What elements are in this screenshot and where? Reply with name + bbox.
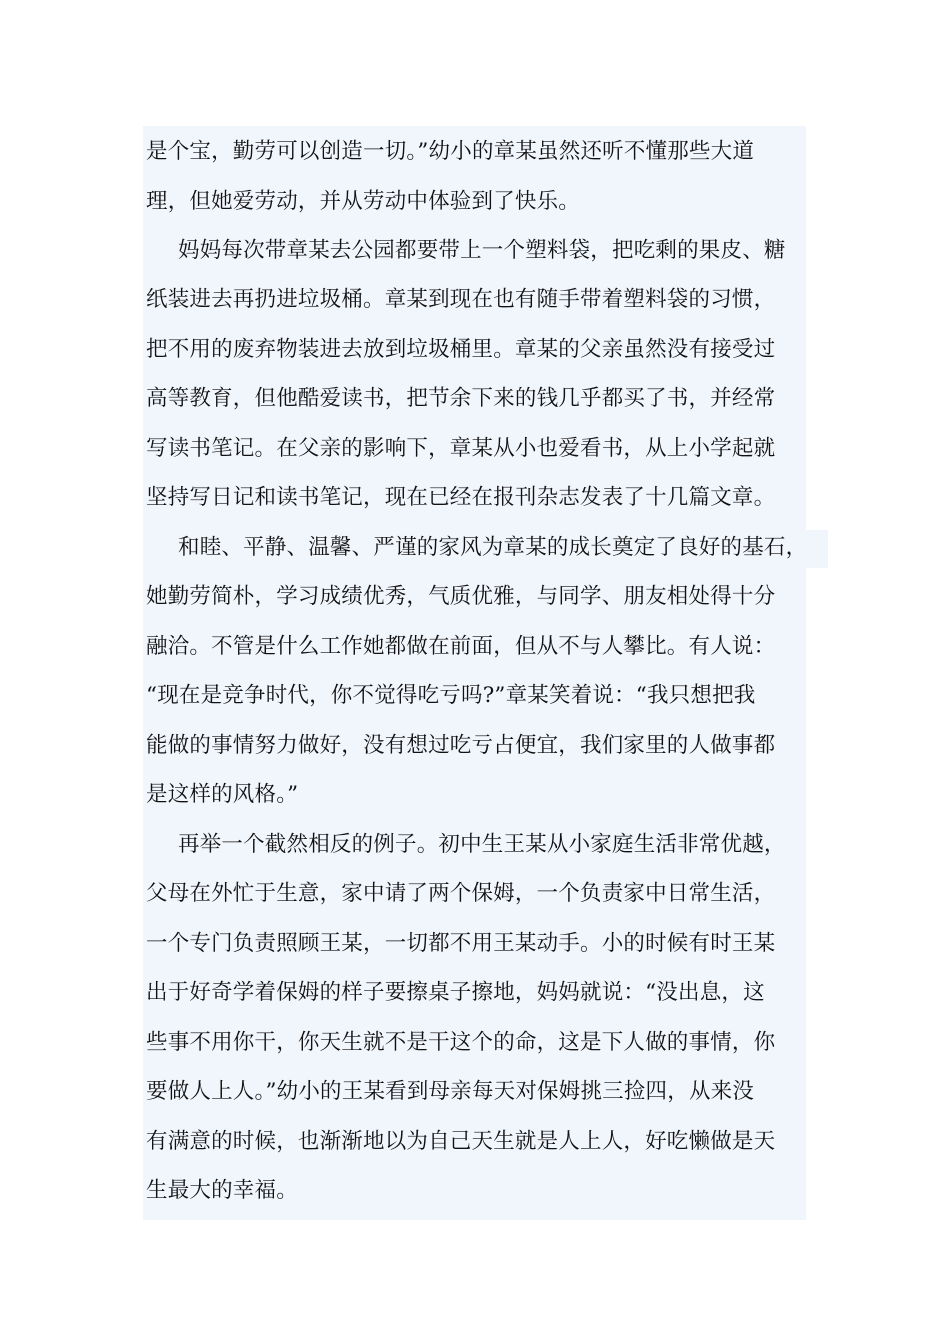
text-line: 把不用的废弃物装进去放到垃圾桶里。章某的父亲虽然没有接受过 [146,337,776,362]
text-line: 写读书笔记。在父亲的影响下，章某从小也爱看书，从上小学起就 [146,436,776,461]
text-line: 理，但她爱劳动，并从劳动中体验到了快乐。 [146,189,581,214]
text-line: 能做的事情努力做好，没有想过吃亏占便宜，我们家里的人做事都 [146,733,776,758]
text-line: 融洽。不管是什么工作她都做在前面，但从不与人攀比。有人说： [146,634,776,659]
text-line: 父母在外忙于生意，家中请了两个保姆，一个负责家中日常生活， [146,881,776,906]
text-line: 要做人上人。”幼小的王某看到母亲每天对保姆挑三捡四，从来没 [146,1079,755,1104]
text-line: 坚持写日记和读书笔记，现在已经在报刊杂志发表了十几篇文章。 [146,485,776,510]
text-line: 纸装进去再扔进垃圾桶。章某到现在也有随手带着塑料袋的习惯， [146,287,776,312]
text-line: 再举一个截然相反的例子。初中生王某从小家庭生活非常优越， [178,832,786,857]
text-line: 是个宝，勤劳可以创造一切。”幼小的章某虽然还听不懂那些大道 [146,139,755,164]
text-line: 有满意的时候，也渐渐地以为自己天生就是人上人，好吃懒做是天 [146,1129,776,1154]
text-line: 一个专门负责照顾王某，一切都不用王某动手。小的时候有时王某 [146,931,776,956]
text-line: “现在是竞争时代，你不觉得吃亏吗?”章某笑着说：“我只想把我 [146,683,756,708]
text-line: 生最大的幸福。 [146,1178,298,1203]
text-line: 些事不用你干，你天生就不是干这个的命，这是下人做的事情，你 [146,1030,776,1055]
text-line: 是这样的风格。” [146,782,299,807]
text-line: 高等教育，但他酷爱读书，把节余下来的钱几乎都买了书，并经常 [146,386,776,411]
text-line: 她勤劳简朴，学习成绩优秀，气质优雅，与同学、朋友相处得十分 [146,584,776,609]
text-line: 和睦、平静、温馨、严谨的家风为章某的成长奠定了良好的基石， [178,535,808,560]
text-highlight-overflow [806,530,828,568]
text-line: 出于好奇学着保姆的样子要擦桌子擦地，妈妈就说：“没出息，这 [146,980,765,1005]
text-line: 妈妈每次带章某去公园都要带上一个塑料袋，把吃剩的果皮、糖 [178,238,786,263]
